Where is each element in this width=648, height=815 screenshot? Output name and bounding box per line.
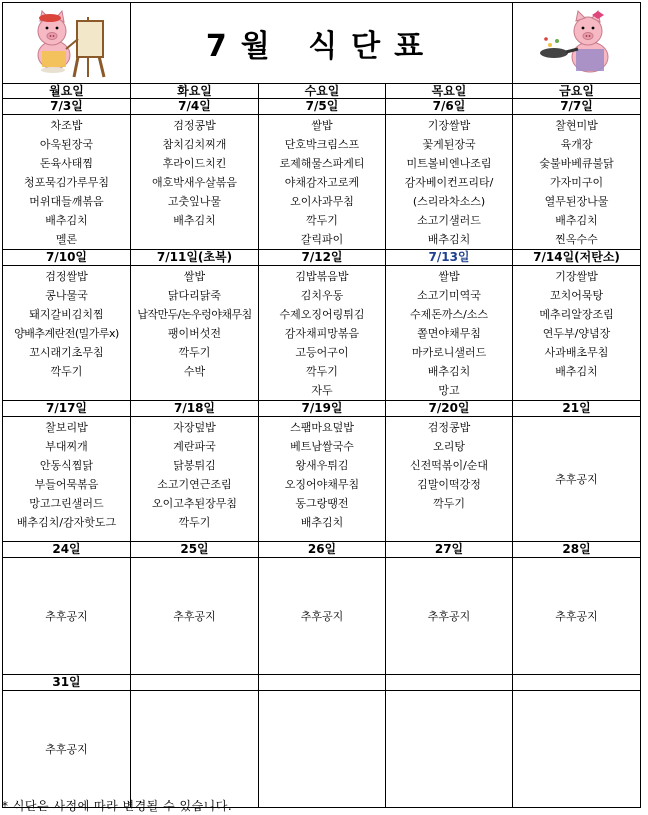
menu-item: 감자베이컨프리타/: [404, 176, 494, 189]
menu-cell: [513, 558, 641, 675]
menu-item: 미트볼비엔나조림: [406, 157, 492, 170]
menu-cell: [3, 691, 131, 808]
menu-row: [3, 558, 641, 675]
menu-item: 애호박새우살볶음: [151, 176, 237, 189]
menu-cell: [513, 691, 641, 808]
menu-item: 고등어구이: [295, 346, 349, 359]
menu-item: 검정콩밥: [173, 119, 216, 132]
date-cell: 26일: [259, 542, 386, 558]
menu-item: 야채감자고로케: [284, 176, 360, 189]
menu-cell: [259, 266, 386, 401]
menu-item: 닭봉튀김: [173, 459, 216, 472]
menu-item: 왕새우튀김: [295, 459, 349, 472]
date-cell: 31일: [3, 675, 131, 691]
menu-cell: [259, 417, 386, 542]
menu-item: 부대찌개: [45, 440, 88, 453]
menu-item: 멜론: [55, 233, 78, 246]
menu-item: 오이고추된장무침: [151, 497, 237, 510]
menu-cell: [259, 558, 386, 675]
menu-item: 메추리알장조림: [539, 308, 614, 321]
menu-item: 추후공지: [555, 473, 598, 486]
menu-item: 배추김치: [45, 214, 88, 227]
menu-cell: [3, 558, 131, 675]
menu-item: 추후공지: [45, 743, 88, 756]
menu-item: 안동식찜닭: [39, 459, 94, 472]
menu-item: 배추김치/감자핫도그: [16, 516, 117, 529]
date-cell: 28일: [513, 542, 641, 558]
pig-painter-icon: [22, 7, 112, 79]
date-row: [3, 401, 641, 417]
menu-cell: [259, 691, 386, 808]
menu-item: 사과배초무침: [544, 346, 609, 359]
date-cell: 7/5일: [259, 99, 386, 115]
menu-item: 수제오징어링튀김: [279, 308, 365, 321]
menu-item: 자두: [311, 384, 333, 397]
menu-row: [3, 266, 641, 401]
date-cell: 24일: [3, 542, 131, 558]
menu-item: 꽃게된장국: [422, 138, 476, 151]
menu-cell: [513, 266, 641, 401]
menu-item: 찰현미밥: [555, 119, 598, 132]
menu-item: 깍두기: [178, 346, 211, 359]
menu-cell: [386, 558, 513, 675]
menu-item: 쌀밥: [311, 119, 333, 132]
menu-item: 깍두기: [306, 214, 338, 227]
menu-item: 꼬치어묵탕: [549, 289, 604, 302]
menu-cell: [131, 691, 259, 808]
menu-cell: [386, 266, 513, 401]
weekday-header-row: [3, 84, 641, 99]
menu-item: 쌀밥: [438, 270, 460, 283]
pig-cook-illustration: [513, 3, 641, 84]
menu-item: 망고그린샐러드: [29, 497, 104, 510]
menu-item: 배추김치: [555, 365, 598, 378]
menu-cell: [131, 558, 259, 675]
menu-item: 검정콩밥: [427, 421, 471, 434]
date-cell: 7/17일: [3, 401, 131, 417]
menu-cell: [131, 115, 259, 250]
day-header: 수요일: [259, 84, 386, 99]
menu-item: 납작만두/논우렁야채무침: [137, 308, 252, 321]
menu-item: 돈육사태찜: [39, 157, 94, 170]
date-cell: 7/14일(저탄소): [513, 250, 641, 266]
menu-item: 양배추계란전(밀가루x): [14, 327, 119, 340]
pig-painter-illustration: [3, 3, 131, 84]
date-cell: 7/13일: [386, 250, 513, 266]
menu-item: 신전떡볶이/순대: [409, 459, 489, 472]
menu-cell: [259, 115, 386, 250]
menu-item: 꼬시래기초무침: [29, 346, 104, 359]
date-cell: [386, 675, 513, 691]
menu-item: 참치김치찌개: [162, 138, 227, 151]
date-row: [3, 99, 641, 115]
menu-row: [3, 115, 641, 250]
date-row: [3, 250, 641, 266]
menu-cell: [131, 266, 259, 401]
menu-item: 깍두기: [50, 365, 83, 378]
menu-item: 쌀밥: [183, 270, 206, 283]
menu-cell: [513, 115, 641, 250]
menu-item: 계란파국: [173, 440, 216, 453]
menu-item: 마카로니샐러드: [411, 346, 487, 359]
date-cell: 21일: [513, 401, 641, 417]
menu-item: 고춧잎나물: [167, 195, 222, 208]
menu-item: 깍두기: [178, 516, 211, 529]
menu-item: 깍두기: [306, 365, 338, 378]
page-title: 7월 식단표: [131, 3, 513, 84]
menu-item: 오징어야채무침: [284, 478, 360, 491]
menu-item: 추후공지: [555, 610, 598, 623]
menu-cell: [3, 266, 131, 401]
menu-cell: [386, 691, 513, 808]
menu-item: 수박: [183, 365, 206, 378]
menu-cell: [386, 115, 513, 250]
menu-cell: [513, 417, 641, 542]
date-cell: 7/10일: [3, 250, 131, 266]
menu-item: 추후공지: [427, 610, 471, 623]
date-cell: 7/4일: [131, 99, 259, 115]
date-cell: [131, 675, 259, 691]
menu-cell: [131, 417, 259, 542]
day-header: 월요일: [3, 84, 131, 99]
date-cell: [259, 675, 386, 691]
menu-item: 수제돈까스/소스: [409, 308, 489, 321]
date-cell: 7/18일: [131, 401, 259, 417]
menu-item: 깍두기: [433, 497, 465, 510]
menu-item: 배추김치: [173, 214, 216, 227]
menu-item: 오리탕: [433, 440, 465, 453]
menu-item: 닭다리닭죽: [167, 289, 222, 302]
menu-item: 검정쌀밥: [45, 270, 88, 283]
menu-item: 김말이떡강정: [417, 478, 481, 491]
menu-item: 소고기연근조림: [157, 478, 232, 491]
menu-item: 배추김치: [300, 516, 344, 529]
menu-item: 베트남쌀국수: [290, 440, 354, 453]
menu-item: 돼지갈비김치찜: [29, 308, 104, 321]
menu-item: 추후공지: [173, 610, 216, 623]
menu-item: 감자채피망볶음: [284, 327, 360, 340]
date-cell: 7/20일: [386, 401, 513, 417]
menu-item: 김치우동: [300, 289, 344, 302]
date-row: [3, 675, 641, 691]
menu-item: 열무된장나물: [544, 195, 609, 208]
menu-item: 기장쌀밥: [427, 119, 471, 132]
menu-item: 자장덮밥: [173, 421, 216, 434]
menu-cell: [386, 417, 513, 542]
menu-item: 육개장: [560, 138, 593, 151]
menu-item: 후라이드치킨: [162, 157, 227, 170]
menu-item: 소고기샐러드: [417, 214, 481, 227]
menu-table: [2, 2, 641, 808]
menu-row: [3, 417, 641, 542]
menu-cell: [3, 115, 131, 250]
menu-item: 쫄면야채무침: [417, 327, 481, 340]
menu-item: 찰보리밥: [45, 421, 88, 434]
menu-item: 망고: [438, 384, 460, 397]
date-cell: 25일: [131, 542, 259, 558]
menu-item: 찐옥수수: [555, 233, 598, 246]
menu-item: 로제해물스파게티: [279, 157, 365, 170]
menu-item: 차조밥: [50, 119, 83, 132]
menu-item: 콩나물국: [45, 289, 88, 302]
menu-item: 팽이버섯전: [167, 327, 222, 340]
date-cell: 7/7일: [513, 99, 641, 115]
date-cell: 7/11일(초복): [131, 250, 259, 266]
menu-item: 가자미구이: [549, 176, 604, 189]
menu-item: 배추김치: [427, 365, 471, 378]
menu-item: 청포묵김가루무침: [23, 176, 109, 189]
menu-item: 배추김치: [555, 214, 598, 227]
menu-cell: [3, 417, 131, 542]
menu-item: 머위대들깨볶음: [29, 195, 104, 208]
menu-item: 배추김치: [427, 233, 471, 246]
date-cell: [513, 675, 641, 691]
menu-item: 연두부/양념장: [542, 327, 611, 340]
menu-item: 소고기미역국: [417, 289, 481, 302]
date-cell: 7/12일: [259, 250, 386, 266]
date-cell: 27일: [386, 542, 513, 558]
menu-item: 추후공지: [300, 610, 344, 623]
menu-item: 부들어묵볶음: [34, 478, 99, 491]
menu-item: 오이사과무침: [290, 195, 354, 208]
menu-item: 아욱된장국: [39, 138, 94, 151]
day-header: 화요일: [131, 84, 259, 99]
menu-row: [3, 691, 641, 808]
menu-item: 갈릭파이: [300, 233, 344, 246]
date-cell: 7/6일: [386, 99, 513, 115]
day-header: 금요일: [513, 84, 641, 99]
menu-item: (스리라차소스): [412, 195, 486, 208]
menu-item: 김밥볶음밥: [295, 270, 349, 283]
date-row: [3, 542, 641, 558]
footnote: * 식단은 사정에 따라 변경될 수 있습니다.: [2, 799, 233, 813]
day-header: 목요일: [386, 84, 513, 99]
menu-item: 단호박크림스프: [284, 138, 360, 151]
menu-item: 추후공지: [45, 610, 88, 623]
menu-item: 스팸마요덮밥: [290, 421, 354, 434]
pig-cook-icon: [532, 7, 622, 79]
date-cell: 7/19일: [259, 401, 386, 417]
menu-item: 기장쌀밥: [555, 270, 598, 283]
menu-item: 동그랑땡전: [295, 497, 349, 510]
menu-item: 숯불바베큐불닭: [539, 157, 614, 170]
date-cell: 7/3일: [3, 99, 131, 115]
